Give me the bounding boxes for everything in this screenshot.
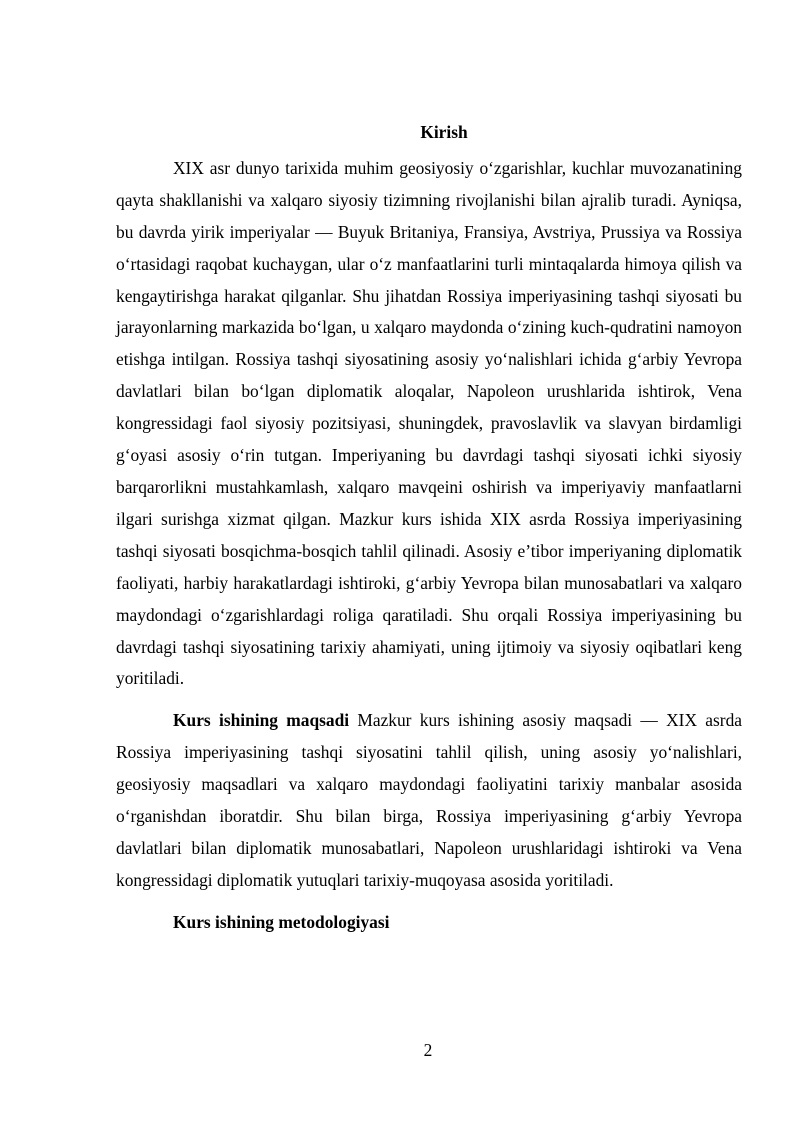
- goal-text: Mazkur kurs ishining asosiy maqsadi — XIX asrda Rossiya imperiyasining tashqi siyosatini tahlil qilish, uning asosiy yo‘nalishlari, geosiyosiy maqsadlari va xalqaro maydondagi faoliyatini tarixiy manbalar asosida o‘rganishdan iboratdir. Shu bilan birga, Rossiya imperiyasining g‘arbiy Yevropa davlatlari bilan diplomatik munosabatlari, Napoleon urushlaridagi ishtiroki va Vena kongressidagi diplomatik yutuqlari tarixiy-muqoyasa asosida yoritiladi.: [116, 710, 742, 890]
- section-heading: Kirish: [420, 122, 468, 142]
- methodology-heading: Kurs ishining metodologiyasi: [173, 911, 390, 932]
- goal-lead: Kurs ishining maqsadi: [173, 710, 350, 731]
- page-number: 2: [423, 1040, 433, 1060]
- intro-paragraph: XIX asr dunyo tarixida muhim geosiyosiy o‘zgarishlar, kuchlar muvozanatining qayta shakllanishi va xalqaro siyosiy tizimning rivojlanishi bilan ajralib turadi. Ayniqsa, bu davrda yirik imperiyalar — Buyuk Britaniya, Fransiya, Avstriya, Prussiya va Rossiya o‘rtasidagi raqobat kuchaygan, ular o‘z manfaatlarini turli mintaqalarda himoya qilish va kengaytirishga harakat qilganlar. Shu jihatdan Rossiya imperiyasining tashqi siyosati bu jarayonlarning markazida bo‘lgan, u xalqaro maydonda o‘zining kuch-qudratini namoyon etishga intilgan. Rossiya tashqi siyosatining asosiy yo‘nalishlari ichida g‘arbiy Yevropa davlatlari bilan bo‘lgan diplomatik aloqalar, Napoleon urushlarida ishtirok, Vena kongressidagi faol siyosiy pozitsiyasi, shuningdek, pravoslavlik va slavyan birdamligi g‘oyasi asosiy o‘rin tutgan. Imperiyaning bu davrdagi tashqi siyosati ichki siyosiy barqarorlikni mustahkamlash, xalqaro mavqeini oshirish va imperiyaviy manfaatlarni ilgari surishga xizmat qilgan. Mazkur kurs ishida XIX asrda Rossiya imperiyasining tashqi siyosati bosqichma-bosqich tahlil qilinadi. Asosiy e’tibor imperiyaning diplomatik faoliyati, harbiy harakatlardagi ishtiroki, g‘arbiy Yevropa bilan munosabatlari va xalqaro maydondagi o‘zgarishlardagi roliga qaratiladi. Shu orqali Rossiya imperiyasining bu davrdagi tashqi siyosatining tarixiy ahamiyati, uning ijtimoiy va siyosiy oqibatlari keng yoritiladi.: [116, 157, 742, 689]
- page-content: [116, 117, 742, 939]
- goal-paragraph: [116, 705, 742, 896]
